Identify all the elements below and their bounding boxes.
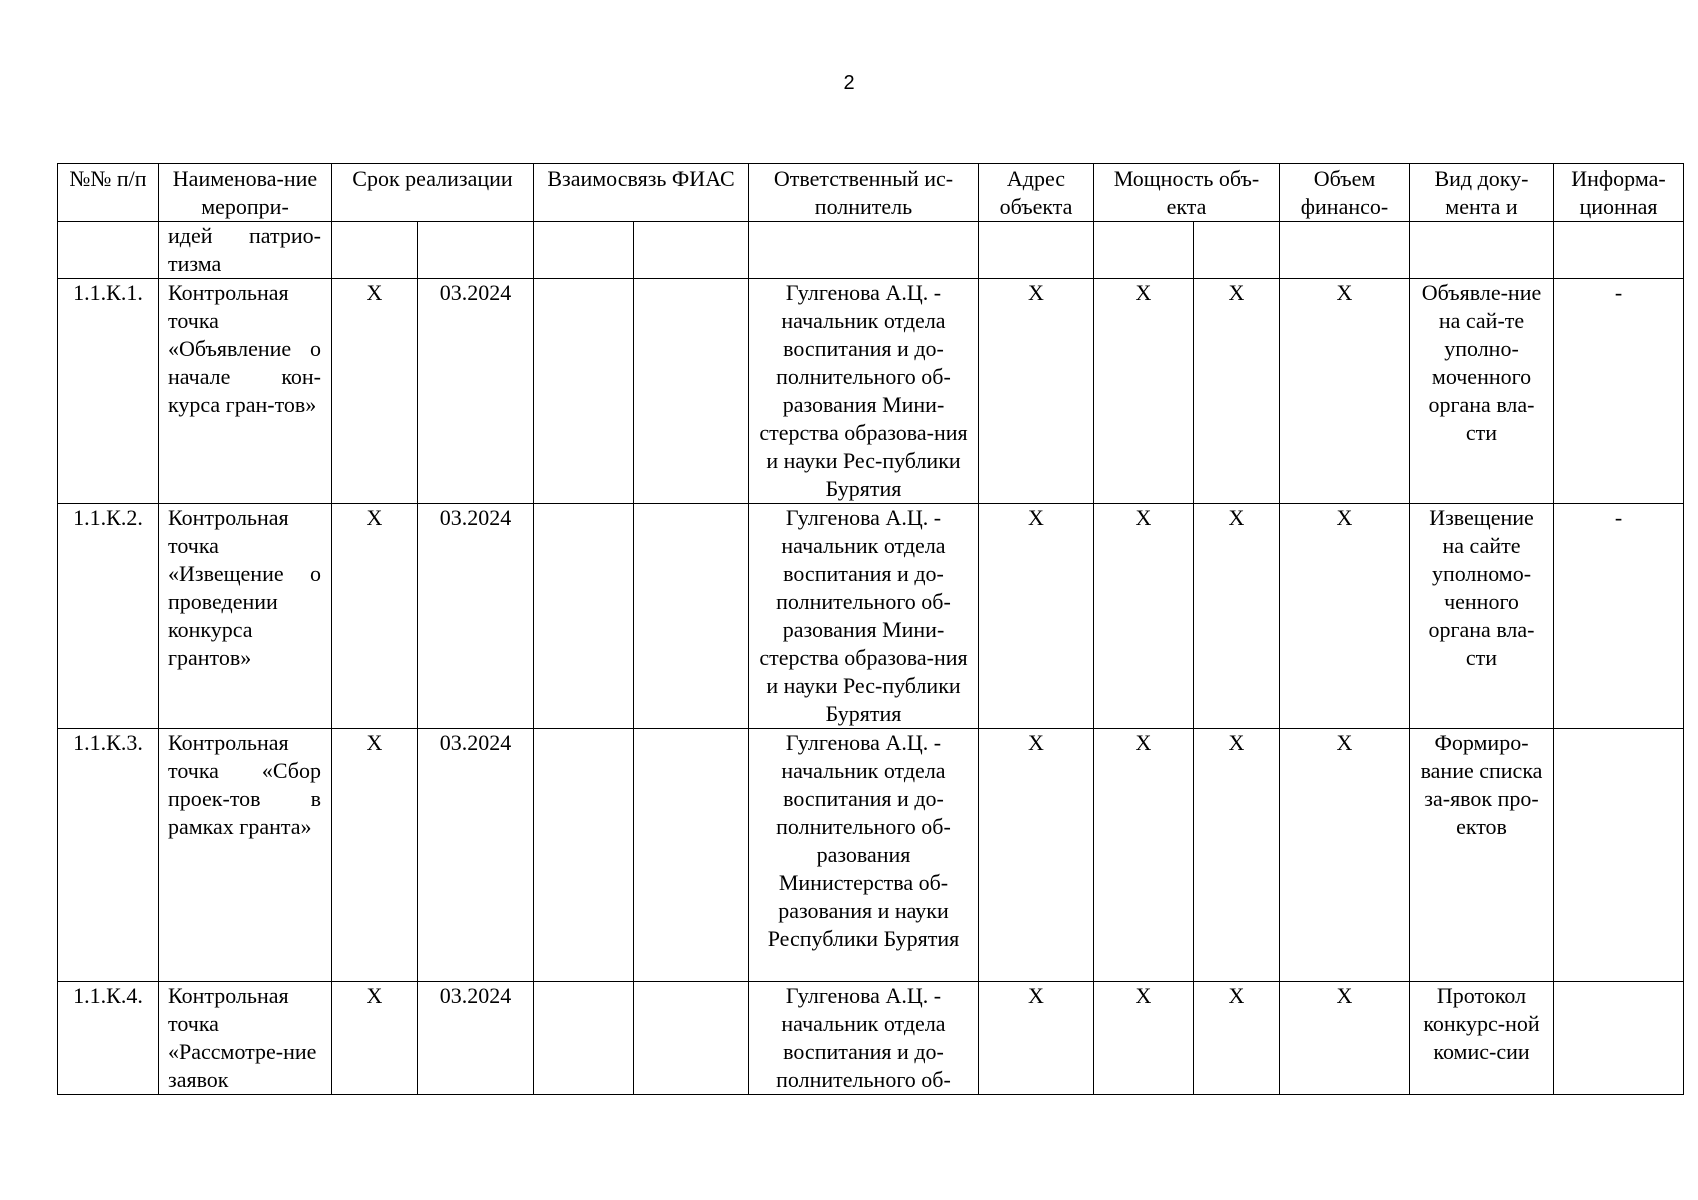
cell-num: 1.1.К.2.	[58, 504, 159, 729]
cell-info: -	[1554, 279, 1684, 504]
cell-address: X	[979, 982, 1094, 1095]
header-volume: Объем финансо-	[1280, 164, 1410, 222]
header-period: Срок реализации	[332, 164, 534, 222]
header-doc-type: Вид доку-мента и	[1410, 164, 1554, 222]
cell-responsible: Гулгенова А.Ц. - начальник отдела воспитания и до-полнительного об-разования Министерства об-разования и науки Республики Бурятия	[749, 729, 979, 982]
cell-info	[1554, 982, 1684, 1095]
cell-name: Контрольная точка «Сбор проек-тов в рамках гранта»	[159, 729, 332, 982]
cell-responsible	[749, 222, 979, 279]
cell-responsible: Гулгенова А.Ц. - начальник отдела воспитания и до-полнительного об-разования Мини-стерства образова-ния и науки Рес-публики Бурятия	[749, 504, 979, 729]
plan-table	[57, 163, 1684, 1095]
cell-capacity-a: X	[1094, 504, 1194, 729]
cell-start: X	[332, 504, 418, 729]
cell-address: X	[979, 504, 1094, 729]
header-responsible: Ответственный ис-полнитель	[749, 164, 979, 222]
cell-end	[418, 222, 534, 279]
header-info: Информа-ционная	[1554, 164, 1684, 222]
continuation-row	[58, 222, 1684, 279]
cell-name: Контрольная точка «Объявление о начале кон-курса гран-тов»	[159, 279, 332, 504]
cell-doc-type: Протокол конкурс-ной комис-сии	[1410, 982, 1554, 1095]
cell-fias-a	[534, 279, 634, 504]
cell-address	[979, 222, 1094, 279]
cell-fias-b	[634, 982, 749, 1095]
cell-volume: X	[1280, 504, 1410, 729]
cell-num: 1.1.К.4.	[58, 982, 159, 1095]
cell-fias-a	[534, 982, 634, 1095]
cell-start: X	[332, 729, 418, 982]
cell-address: X	[979, 279, 1094, 504]
cell-capacity-b: X	[1194, 982, 1280, 1095]
cell-fias-a	[534, 504, 634, 729]
cell-name: идей патрио-тизма	[159, 222, 332, 279]
cell-doc-type: Объявле-ние на сай-те уполно-моченного органа вла-сти	[1410, 279, 1554, 504]
header-num: №№ п/п	[58, 164, 159, 222]
header-row	[58, 164, 1684, 222]
cell-fias-b	[634, 279, 749, 504]
cell-responsible: Гулгенова А.Ц. - начальник отдела воспитания и до-полнительного об-разования Мини-стерства образова-ния и науки Рес-публики Бурятия	[749, 279, 979, 504]
cell-volume	[1280, 222, 1410, 279]
cell-info: -	[1554, 504, 1684, 729]
table-row	[58, 504, 1684, 729]
cell-start: X	[332, 279, 418, 504]
table-row	[58, 729, 1684, 982]
header-address: Адрес объекта	[979, 164, 1094, 222]
header-fias: Взаимосвязь ФИАС	[534, 164, 749, 222]
cell-doc-type: Извещение на сайте уполномо-ченного органа вла-сти	[1410, 504, 1554, 729]
cell-name: Контрольная точка «Извещение о проведении конкурса грантов»	[159, 504, 332, 729]
header-name: Наименова-ние меропри-	[159, 164, 332, 222]
cell-capacity-a: X	[1094, 729, 1194, 982]
cell-start: X	[332, 982, 418, 1095]
cell-num: 1.1.К.3.	[58, 729, 159, 982]
cell-start	[332, 222, 418, 279]
cell-num: 1.1.К.1.	[58, 279, 159, 504]
page-number: 2	[843, 72, 855, 94]
cell-capacity-a: X	[1094, 982, 1194, 1095]
cell-fias-b	[634, 222, 749, 279]
cell-end: 03.2024	[418, 504, 534, 729]
cell-fias-b	[634, 729, 749, 982]
cell-end: 03.2024	[418, 982, 534, 1095]
cell-info	[1554, 729, 1684, 982]
cell-capacity-a	[1094, 222, 1194, 279]
cell-fias-a	[534, 729, 634, 982]
cell-fias-a	[534, 222, 634, 279]
cell-capacity-b: X	[1194, 504, 1280, 729]
cell-address: X	[979, 729, 1094, 982]
table-row	[58, 982, 1684, 1095]
cell-capacity-b	[1194, 222, 1280, 279]
header-capacity: Мощность объ-екта	[1094, 164, 1280, 222]
cell-capacity-b: X	[1194, 279, 1280, 504]
cell-volume: X	[1280, 729, 1410, 982]
cell-capacity-b: X	[1194, 729, 1280, 982]
cell-responsible: Гулгенова А.Ц. - начальник отдела воспитания и до-полнительного об-	[749, 982, 979, 1095]
cell-volume: X	[1280, 279, 1410, 504]
cell-doc-type	[1410, 222, 1554, 279]
cell-num	[58, 222, 159, 279]
cell-doc-type: Формиро-вание списка за-явок про-ектов	[1410, 729, 1554, 982]
cell-info	[1554, 222, 1684, 279]
cell-name: Контрольная точка «Рассмотре-ние заявок	[159, 982, 332, 1095]
cell-volume: X	[1280, 982, 1410, 1095]
cell-capacity-a: X	[1094, 279, 1194, 504]
cell-end: 03.2024	[418, 729, 534, 982]
table-row	[58, 279, 1684, 504]
cell-end: 03.2024	[418, 279, 534, 504]
cell-fias-b	[634, 504, 749, 729]
